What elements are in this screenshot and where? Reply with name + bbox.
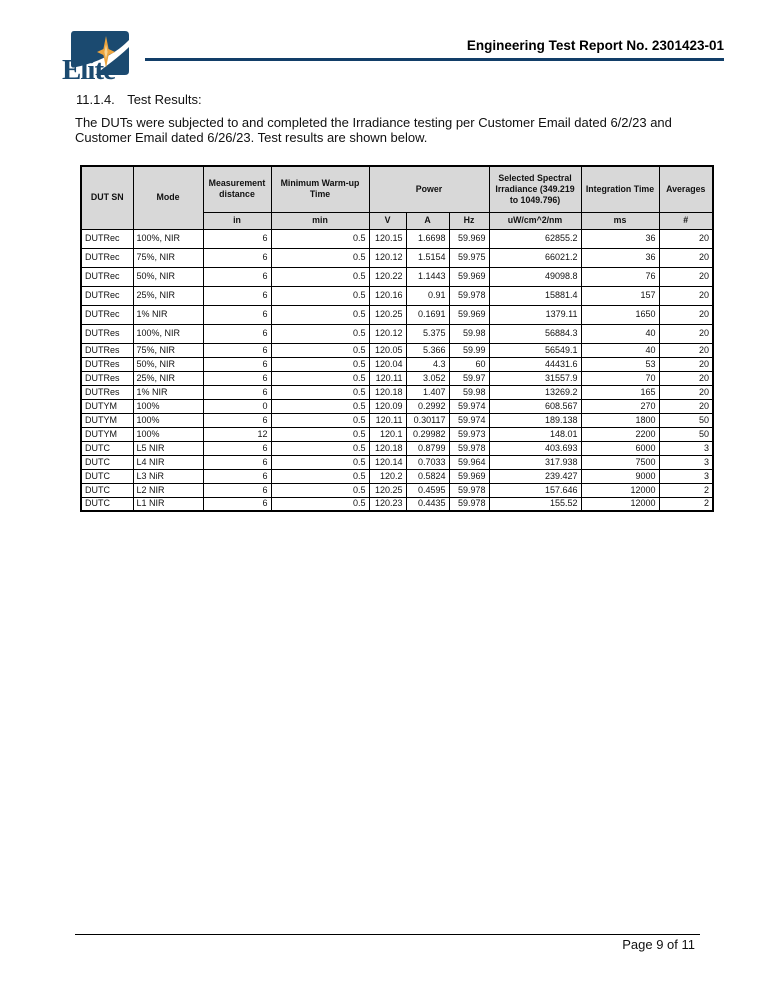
table-cell: 165 xyxy=(581,385,659,399)
table-cell: 59.978 xyxy=(449,483,489,497)
table-cell: 40 xyxy=(581,343,659,357)
table-cell: 120.18 xyxy=(369,385,406,399)
table-cell: 59.978 xyxy=(449,441,489,455)
table-cell: 3 xyxy=(659,469,713,483)
table-cell: 6 xyxy=(203,455,271,469)
table-cell: 0.5 xyxy=(271,343,369,357)
table-cell: 59.975 xyxy=(449,248,489,267)
col-header-averages: Averages xyxy=(659,166,713,212)
table-cell: DUTC xyxy=(81,441,133,455)
table-cell: 75%, NIR xyxy=(133,343,203,357)
table-cell: 2 xyxy=(659,497,713,511)
table-cell: 59.978 xyxy=(449,497,489,511)
table-cell: DUTRes xyxy=(81,343,133,357)
table-cell: 0.8799 xyxy=(406,441,449,455)
table-row xyxy=(81,248,713,267)
table-cell: 2200 xyxy=(581,427,659,441)
table-cell: L5 NIR xyxy=(133,441,203,455)
table-cell: 148.01 xyxy=(489,427,581,441)
report-title: Engineering Test Report No. 2301423-01 xyxy=(466,38,724,53)
table-cell: 6 xyxy=(203,267,271,286)
table-cell: 120.12 xyxy=(369,248,406,267)
table-cell: 59.969 xyxy=(449,469,489,483)
results-table-body xyxy=(81,229,713,511)
table-cell: 0.5 xyxy=(271,413,369,427)
table-cell: 60 xyxy=(449,357,489,371)
table-cell: 1.6698 xyxy=(406,229,449,248)
table-row xyxy=(81,497,713,511)
table-row xyxy=(81,441,713,455)
table-cell: 120.23 xyxy=(369,497,406,511)
table-cell: 120.22 xyxy=(369,267,406,286)
table-cell: 36 xyxy=(581,229,659,248)
table-cell: 59.964 xyxy=(449,455,489,469)
table-cell: 0.5 xyxy=(271,286,369,305)
table-cell: 1% NIR xyxy=(133,305,203,324)
table-cell: 12000 xyxy=(581,483,659,497)
unit-irradiance: uW/cm^2/nm xyxy=(489,212,581,229)
table-cell: 6 xyxy=(203,286,271,305)
table-cell: 44431.6 xyxy=(489,357,581,371)
table-cell: 270 xyxy=(581,399,659,413)
table-cell: 70 xyxy=(581,371,659,385)
elite-logo xyxy=(62,28,132,90)
paragraph-line: The DUTs were subjected to and completed the Irradiance testing per Customer Email dated 6/2/23 and xyxy=(75,115,672,130)
table-cell: 25%, NIR xyxy=(133,286,203,305)
table-cell: 20 xyxy=(659,229,713,248)
table-cell: 20 xyxy=(659,248,713,267)
table-cell: 36 xyxy=(581,248,659,267)
intro-paragraph xyxy=(75,116,672,145)
unit-volts: V xyxy=(369,212,406,229)
table-cell: 12 xyxy=(203,427,271,441)
table-cell: 56884.3 xyxy=(489,324,581,343)
table-cell: 59.969 xyxy=(449,229,489,248)
unit-distance: in xyxy=(203,212,271,229)
unit-amps: A xyxy=(406,212,449,229)
table-cell: 120.12 xyxy=(369,324,406,343)
table-cell: 3 xyxy=(659,441,713,455)
table-row xyxy=(81,229,713,248)
table-cell: 59.974 xyxy=(449,413,489,427)
table-cell: 0.5 xyxy=(271,267,369,286)
table-row xyxy=(81,343,713,357)
table-cell: 120.04 xyxy=(369,357,406,371)
table-cell: L2 NIR xyxy=(133,483,203,497)
table-row xyxy=(81,267,713,286)
table-cell: 4.3 xyxy=(406,357,449,371)
table-cell: 6 xyxy=(203,413,271,427)
col-header-integration-time: Integration Time xyxy=(581,166,659,212)
table-cell: 20 xyxy=(659,343,713,357)
table-cell: DUTRec xyxy=(81,286,133,305)
table-cell: 20 xyxy=(659,305,713,324)
table-cell: 0.5 xyxy=(271,483,369,497)
table-row xyxy=(81,357,713,371)
table-cell: DUTYM xyxy=(81,427,133,441)
table-cell: 0.4595 xyxy=(406,483,449,497)
table-cell: 1.5154 xyxy=(406,248,449,267)
table-cell: 6 xyxy=(203,483,271,497)
col-header-power: Power xyxy=(369,166,489,212)
table-cell: 50 xyxy=(659,427,713,441)
unit-warmup: min xyxy=(271,212,369,229)
table-cell: DUTRes xyxy=(81,371,133,385)
table-cell: 0.5 xyxy=(271,399,369,413)
table-cell: DUTC xyxy=(81,497,133,511)
table-cell: 100% xyxy=(133,413,203,427)
table-cell: DUTYM xyxy=(81,399,133,413)
unit-hz: Hz xyxy=(449,212,489,229)
table-cell: 3.052 xyxy=(406,371,449,385)
table-cell: 3 xyxy=(659,455,713,469)
table-cell: 1379.11 xyxy=(489,305,581,324)
table-cell: 59.978 xyxy=(449,286,489,305)
table-cell: 59.97 xyxy=(449,371,489,385)
table-cell: 6 xyxy=(203,229,271,248)
table-cell: DUTC xyxy=(81,469,133,483)
table-cell: DUTRes xyxy=(81,324,133,343)
table-cell: 0.5 xyxy=(271,455,369,469)
table-cell: 59.969 xyxy=(449,267,489,286)
section-title: Test Results: xyxy=(127,92,202,107)
table-cell: 239.427 xyxy=(489,469,581,483)
table-cell: DUTYM xyxy=(81,413,133,427)
table-cell: 75%, NIR xyxy=(133,248,203,267)
table-cell: 120.05 xyxy=(369,343,406,357)
table-cell: 0.2992 xyxy=(406,399,449,413)
table-cell: DUTRec xyxy=(81,229,133,248)
table-cell: 20 xyxy=(659,399,713,413)
table-cell: 6 xyxy=(203,305,271,324)
table-row xyxy=(81,305,713,324)
table-cell: 59.973 xyxy=(449,427,489,441)
table-cell: 0.5 xyxy=(271,229,369,248)
table-cell: 1800 xyxy=(581,413,659,427)
table-cell: 100%, NIR xyxy=(133,324,203,343)
table-cell: 20 xyxy=(659,324,713,343)
table-cell: 0.5 xyxy=(271,427,369,441)
table-header-row xyxy=(81,166,713,212)
table-cell: 0.5 xyxy=(271,385,369,399)
page-footer xyxy=(75,934,700,952)
table-cell: 120.1 xyxy=(369,427,406,441)
col-header-minimum-warmup: Minimum Warm-up Time xyxy=(271,166,369,212)
table-cell: 6 xyxy=(203,248,271,267)
col-header-measurement-distance: Measurement distance xyxy=(203,166,271,212)
section-heading xyxy=(76,92,202,107)
table-cell: 0.5 xyxy=(271,371,369,385)
table-cell: DUTC xyxy=(81,483,133,497)
table-row xyxy=(81,469,713,483)
table-row xyxy=(81,455,713,469)
table-cell: 0.5 xyxy=(271,248,369,267)
table-cell: 157.646 xyxy=(489,483,581,497)
elite-logo-text: Elite xyxy=(62,54,115,86)
table-cell: 6 xyxy=(203,441,271,455)
table-cell: 56549.1 xyxy=(489,343,581,357)
table-cell: 76 xyxy=(581,267,659,286)
table-cell: 5.375 xyxy=(406,324,449,343)
table-cell: 0.5 xyxy=(271,324,369,343)
table-cell: L3 NiR xyxy=(133,469,203,483)
col-header-spectral-irradiance: Selected Spectral Irradiance (349.219 to 1049.796) xyxy=(489,166,581,212)
table-cell: 62855.2 xyxy=(489,229,581,248)
table-cell: 25%, NIR xyxy=(133,371,203,385)
table-cell: DUTC xyxy=(81,455,133,469)
table-cell: 1.1443 xyxy=(406,267,449,286)
table-cell: 0.5824 xyxy=(406,469,449,483)
table-row xyxy=(81,483,713,497)
table-cell: 9000 xyxy=(581,469,659,483)
table-cell: DUTRec xyxy=(81,305,133,324)
table-cell: 120.11 xyxy=(369,413,406,427)
unit-integration: ms xyxy=(581,212,659,229)
table-cell: 120.15 xyxy=(369,229,406,248)
table-cell: 50 xyxy=(659,413,713,427)
table-cell: 120.25 xyxy=(369,483,406,497)
table-cell: 608.567 xyxy=(489,399,581,413)
table-cell: 120.18 xyxy=(369,441,406,455)
table-cell: 12000 xyxy=(581,497,659,511)
table-cell: DUTRes xyxy=(81,385,133,399)
table-cell: 0.5 xyxy=(271,357,369,371)
table-cell: 1650 xyxy=(581,305,659,324)
table-cell: 59.969 xyxy=(449,305,489,324)
col-header-dut-sn: DUT SN xyxy=(81,166,133,229)
table-cell: DUTRec xyxy=(81,248,133,267)
table-cell: 20 xyxy=(659,357,713,371)
table-cell: 1% NIR xyxy=(133,385,203,399)
table-cell: 50%, NIR xyxy=(133,357,203,371)
table-cell: 31557.9 xyxy=(489,371,581,385)
table-row xyxy=(81,371,713,385)
table-cell: 403.693 xyxy=(489,441,581,455)
test-results-table xyxy=(80,165,714,512)
table-cell: 59.98 xyxy=(449,324,489,343)
table-cell: DUTRec xyxy=(81,267,133,286)
page-number: Page 9 of 11 xyxy=(622,937,695,952)
table-cell: L1 NIR xyxy=(133,497,203,511)
table-cell: 53 xyxy=(581,357,659,371)
table-cell: 189.138 xyxy=(489,413,581,427)
table-cell: 0.5 xyxy=(271,441,369,455)
table-cell: L4 NIR xyxy=(133,455,203,469)
table-cell: 0.4435 xyxy=(406,497,449,511)
table-cell: 120.25 xyxy=(369,305,406,324)
col-header-mode: Mode xyxy=(133,166,203,229)
table-cell: 20 xyxy=(659,385,713,399)
table-cell: 13269.2 xyxy=(489,385,581,399)
table-cell: 20 xyxy=(659,371,713,385)
table-cell: 6 xyxy=(203,385,271,399)
table-cell: 120.11 xyxy=(369,371,406,385)
table-cell: 157 xyxy=(581,286,659,305)
table-cell: 2 xyxy=(659,483,713,497)
table-cell: 20 xyxy=(659,286,713,305)
table-row xyxy=(81,427,713,441)
table-cell: 0.1691 xyxy=(406,305,449,324)
table-row xyxy=(81,399,713,413)
section-number: 11.1.4. xyxy=(76,92,115,107)
table-cell: 6 xyxy=(203,371,271,385)
table-cell: 1.407 xyxy=(406,385,449,399)
table-cell: 120.14 xyxy=(369,455,406,469)
table-cell: 6 xyxy=(203,469,271,483)
table-cell: 59.98 xyxy=(449,385,489,399)
table-cell: 120.2 xyxy=(369,469,406,483)
table-cell: 100% xyxy=(133,427,203,441)
table-cell: 0.5 xyxy=(271,305,369,324)
table-cell: 6 xyxy=(203,357,271,371)
table-cell: 6 xyxy=(203,324,271,343)
table-cell: 6000 xyxy=(581,441,659,455)
table-cell: 120.16 xyxy=(369,286,406,305)
table-row xyxy=(81,324,713,343)
table-row xyxy=(81,385,713,399)
table-cell: 317.938 xyxy=(489,455,581,469)
table-cell: 7500 xyxy=(581,455,659,469)
table-cell: 155.52 xyxy=(489,497,581,511)
header-rule xyxy=(145,58,724,61)
table-row xyxy=(81,413,713,427)
table-cell: 0 xyxy=(203,399,271,413)
table-cell: 100%, NIR xyxy=(133,229,203,248)
table-cell: 0.5 xyxy=(271,497,369,511)
table-cell: 5.366 xyxy=(406,343,449,357)
table-cell: 59.974 xyxy=(449,399,489,413)
table-cell: DUTRes xyxy=(81,357,133,371)
table-cell: 6 xyxy=(203,497,271,511)
paragraph-line: Customer Email dated 6/26/23. Test results are shown below. xyxy=(75,129,428,145)
table-cell: 0.91 xyxy=(406,286,449,305)
table-cell: 6 xyxy=(203,343,271,357)
table-cell: 40 xyxy=(581,324,659,343)
table-cell: 120.09 xyxy=(369,399,406,413)
table-cell: 100% xyxy=(133,399,203,413)
table-cell: 49098.8 xyxy=(489,267,581,286)
table-cell: 0.5 xyxy=(271,469,369,483)
table-cell: 15881.4 xyxy=(489,286,581,305)
unit-averages: # xyxy=(659,212,713,229)
table-cell: 20 xyxy=(659,267,713,286)
table-cell: 50%, NIR xyxy=(133,267,203,286)
table-cell: 0.30117 xyxy=(406,413,449,427)
table-cell: 66021.2 xyxy=(489,248,581,267)
table-row xyxy=(81,286,713,305)
table-cell: 59.99 xyxy=(449,343,489,357)
table-cell: 0.7033 xyxy=(406,455,449,469)
table-cell: 0.29982 xyxy=(406,427,449,441)
